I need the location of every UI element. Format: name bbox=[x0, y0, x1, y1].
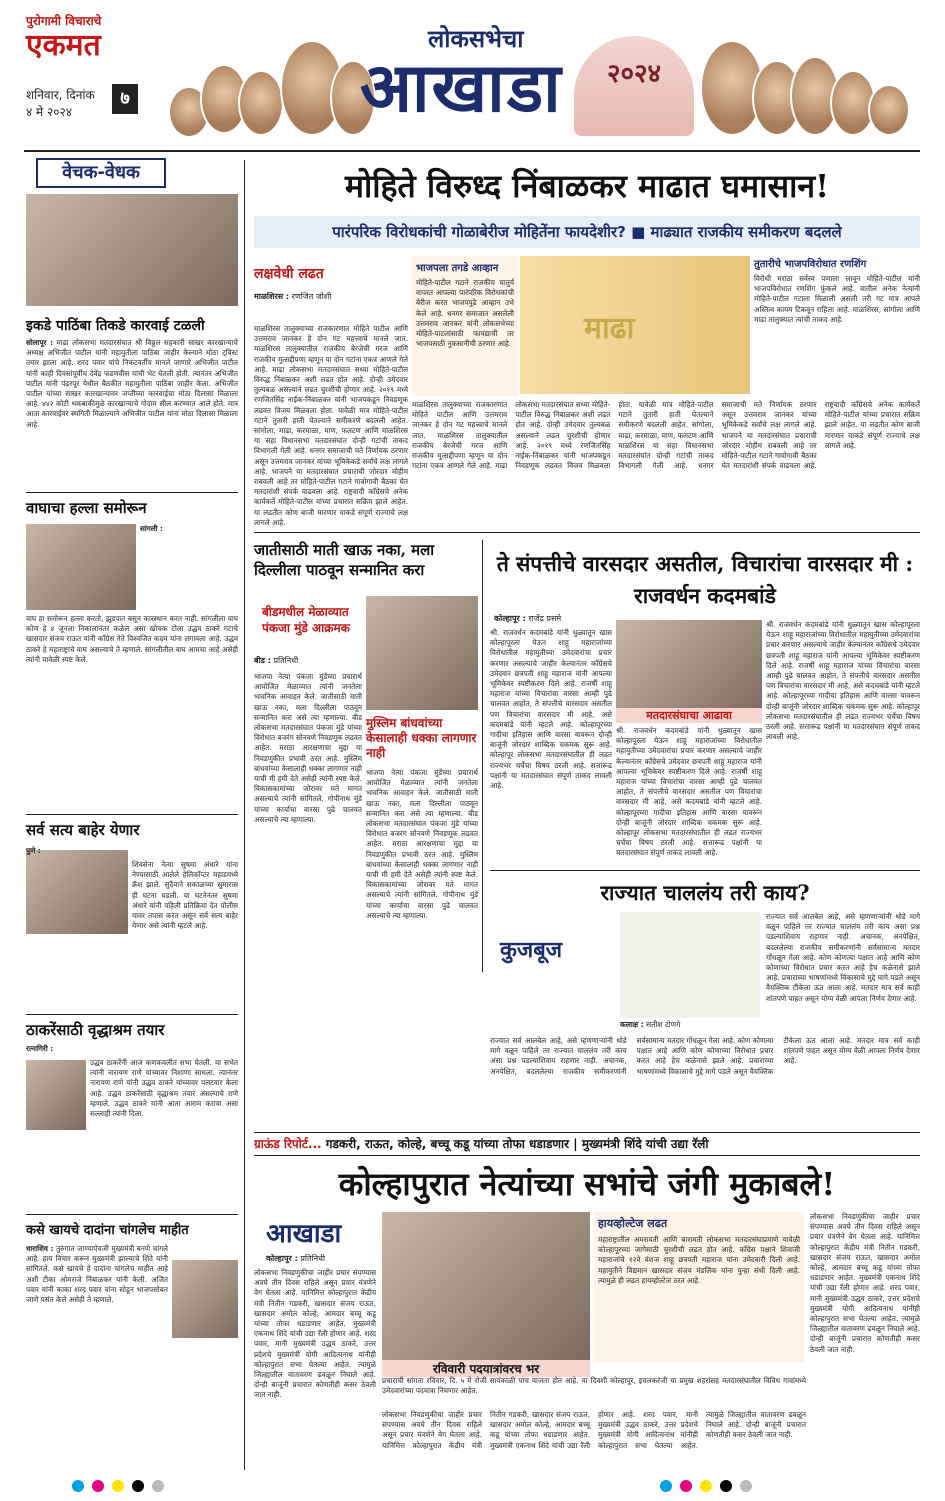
kujbuj-body: राज्यात सर्व आलबेल आहे, असे म्हणणाऱ्यांनी थोडे मागे वळून पाहिले तर राज्यात चाललंय तरी काय असा प्रश्न पडल्याशिवाय राहणार नाही. अचानक, अनपेक्षित, बदललेल्या राजकीय समीकरणांनी सर्वसामान्य मतदार गोंधळून गेला आहे. कोण कोणत्या पक्षात आहे आणि कोण कोणाच्या विरोधात प्रचार करत आहे हेच कळेनासे झाले आहे. प्रचाराच्या भाषणांमध्ये विकासाचे मुद्दे मागे पडले असून वैयक्तिक टीकेला ऊत आला आहे. मतदार मात्र सर्व काही शांतपणे पाहत असून योग्य वेळी आपला निर्णय देणार आहे. bbox=[490, 1036, 920, 1076]
sidebar-story4-body: उद्धव ठाकरेंनी आज कणकवलीत सभा घेतली. या सभेत त्यांनी नारायण राणे यांच्यावर निशाणा साधला. त्यानंतर नारायण राणे यांनी उद्धव ठाकरे यांच्यावर पलटवार केला आहे. उद्धव ठाकरेंसाठी वृद्धाश्रम तयार असल्याचे राणे म्हणाले. उद्धव ठाकरे यांनी आता आराम करावा असा सल्लाही त्यांनी दिला. bbox=[90, 1058, 238, 1119]
lead-box1-title: भाजपला तगडे आव्हान bbox=[416, 263, 499, 274]
lead-box1-body: मोहिते-पाटील गटाने राजकीय चातुर्य वापरत आपल्या पारंपरिक विरोधकांची बेरीज करत भाजपपुढे आव्हान उभे केले आहे. धनगर समाजात असलेली उत्तमराव जानकर यांनी लोकसभेच्या मोहिते-पाटलांसाठी फायद्याची तर भाजपसाठी नुकसानीची ठरणार आहे. bbox=[416, 278, 514, 349]
pankaja-body-col2: भाजपा नेत्या पंकजा मुंडेंच्या प्रचारार्थ आयोजित मेळाव्यात त्यांनी जनतेला भावनिक आवाहन केले. जातीसाठी माती खाऊ नका, मला दिल्लीला पाठवून सन्मानित करा असे त्या म्हणाल्या. बीड लोकसभा मतदारसंघात पंकजा मुंडे यांच्या विरोधात बजरंग सोनवणे निवडणूक लढवत आहेत. मराठा आरक्षणाचा मुद्दा या निवडणुकीत प्रभावी ठरत आहे. मुस्लिम बांधवांच्या केसालाही धक्का लागणार नाही याची मी हमी देते असेही त्यांनी स्पष्ट केले. विकासकामांच्या जोरावर मते मागत असल्याचे त्यांनी सांगितले. गोपीनाथ मुंडे यांच्या कार्याचा वारसा पुढे चालवत असल्याचे त्या म्हणाल्या. bbox=[366, 768, 478, 920]
lead-byline-name: रणजित जोशी bbox=[291, 292, 332, 301]
sidebar-story2-dateline: सांगली : bbox=[140, 524, 163, 533]
lead-subhead: पारंपरिक विरोधकांची गोळाबेरीज मोहितेंना फायदेशीर? ■ माढ्यात राजकीय समीकरण बदलले bbox=[254, 216, 920, 248]
section-pre-title: लोकसभेचा bbox=[428, 24, 524, 53]
parliament-emblem bbox=[574, 36, 694, 136]
pankaja-byline bbox=[254, 656, 362, 668]
page-number: ७ bbox=[112, 84, 138, 114]
kolhapur-caption-body: प्रचाराची सांगता रविवार, दि. ५ मे रोजी सायंकाळी पाच वाजता होत आहे. या दिवशी कोल्हापूर, इचलकरंजी या प्रमुख शहरांसह मतदारसंघातील विविध गावांमध्ये उमेदवारांच्या पदयात्रा निघणार आहेत. bbox=[382, 1376, 806, 1396]
kujbuj-headline: राज्यात चाललंय तरी काय? bbox=[600, 880, 810, 905]
column-divider bbox=[244, 160, 245, 1470]
black-dot bbox=[720, 1480, 732, 1492]
masthead bbox=[0, 0, 945, 150]
sidebar-story5-headline: कसे खायचे दादांना चांगलेच माहीत bbox=[26, 1223, 189, 1238]
kujbuj-logo: कुजबूज bbox=[500, 937, 563, 963]
pankaja-byline-name: प्रतिनिधी bbox=[273, 656, 299, 665]
kolhapur-headline: कोल्हापुरात नेत्यांच्या सभांचे जंगी मुकाबले! bbox=[338, 1165, 836, 1203]
kadam-byline bbox=[494, 614, 612, 626]
kadam-byline-label: कोल्हापूर : bbox=[494, 614, 526, 623]
kolhapur-photo bbox=[382, 1212, 590, 1360]
pankaja-pullquote: मुस्लिम बांधवांच्या केसालाही धक्का लागणार नाही bbox=[366, 716, 477, 760]
cyan-dot bbox=[660, 1480, 672, 1492]
leader-photo-3 bbox=[238, 70, 284, 136]
registration-marks-left bbox=[72, 1480, 292, 1494]
sidebar-story4-dateline: रत्नागिरी : bbox=[26, 1044, 54, 1053]
ground-report-strip: ग्राऊंड रिपोर्ट... गडकरी, राऊत, कोल्हे, बच्चू कडू यांच्या तोफा धडाडणार | मुख्यमंत्री शिंदे यांची उद्या रॅली bbox=[254, 1132, 920, 1156]
kolhapur-box-title: हायव्होल्टेज लढत bbox=[598, 1217, 668, 1230]
divider bbox=[26, 492, 238, 493]
brand-block bbox=[26, 12, 156, 72]
pankaja-body-col1: भाजपा नेत्या पंकजा मुंडेंच्या प्रचारार्थ आयोजित मेळाव्यात त्यांनी जनतेला भावनिक आवाहन केले. जातीसाठी माती खाऊ नका, मला दिल्लीला पाठवून सन्मानित करा असे त्या म्हणाल्या. बीड लोकसभा मतदारसंघात पंकजा मुंडे यांच्या विरोधात बजरंग सोनवणे निवडणूक लढवत आहेत. मराठा आरक्षणाचा मुद्दा या निवडणुकीत प्रभावी ठरत आहे. मुस्लिम बांधवांच्या केसालाही धक्का लागणार नाही याची मी हमी देते असेही त्यांनी स्पष्ट केले. विकासकामांच्या जोरावर मते मागत असल्याचे त्यांनी सांगितले. गोपीनाथ मुंडे यांच्या कार्याचा वारसा पुढे चालवत असल्याचे त्या म्हणाल्या. bbox=[254, 672, 362, 824]
sidebar-story3-dateline-line bbox=[26, 846, 238, 858]
lead-photo bbox=[520, 256, 750, 394]
divider bbox=[26, 1014, 238, 1015]
yellow-dot bbox=[112, 1480, 124, 1492]
ground-report-text-2: मुख्यमंत्री शिंदे यांची उद्या रॅली bbox=[581, 1137, 709, 1151]
kadam-headline: ते संपत्तीचे वारसदार असतील, विचारांचा वारसदार मी : राजवर्धन कदमबांडे bbox=[496, 551, 914, 608]
section-title: आखाडा bbox=[360, 48, 563, 128]
kujbuj-byline-label: कलाक्ष : bbox=[620, 1020, 644, 1029]
sidebar-photo-5 bbox=[172, 1260, 238, 1338]
kujbuj-cartoon bbox=[620, 912, 760, 1018]
kujbuj-body-side: राज्यात सर्व आलबेल आहे, असे म्हणणाऱ्यांनी थोडे मागे वळून पाहिले तर राज्यात चाललंय तरी काय असा प्रश्न पडल्याशिवाय राहणार नाही. अचानक, अनपेक्षित, बदललेल्या राजकीय समीकरणांनी सर्वसामान्य मतदार गोंधळून गेला आहे. कोण कोणत्या पक्षात आहे आणि कोण कोणाच्या विरोधात प्रचार करत आहे हेच कळेनासे झाले आहे. प्रचाराच्या भाषणांमध्ये विकासाचे मुद्दे मागे पडले असून वैयक्तिक टीकेला ऊत आला आहे. मतदार मात्र सर्व काही शांतपणे पाहत असून योग्य वेळी आपला निर्णय देणार आहे. bbox=[766, 912, 920, 1003]
brand-name: एकमत bbox=[26, 28, 101, 63]
magenta-dot bbox=[680, 1480, 692, 1492]
sidebar-story4-headline: ठाकरेंसाठी वृद्धाश्रम तयार bbox=[26, 1021, 165, 1039]
grey-dot bbox=[152, 1480, 164, 1492]
yellow-dot bbox=[700, 1480, 712, 1492]
sidebar-photo-2 bbox=[26, 524, 136, 610]
sidebar-story5-body bbox=[26, 1244, 168, 1464]
lead-box-1 bbox=[412, 256, 518, 396]
sidebar-photo-4 bbox=[26, 1060, 86, 1130]
kolhapur-body-col5: लोकसभा निवडणुकीचा जाहीर प्रचार संपण्यास अवघे तीन दिवस राहिले असून प्रचार यंत्रणेने वेग घेतला आहे. यानिमित्त कोल्हापुरात केंद्रीय मंत्री नितीन गडकरी, खासदार संजय राऊत, खासदार अमोल कोल्हे, आमदार बच्चू कडू यांच्या तोफा धडाडणार आहेत. मुख्यमंत्री एकनाथ शिंदे यांची उद्या रॅली होणार आहे. शरद पवार, मानी मुख्यमंत्री उद्धव ठाकरे, उत्तर प्रदेशचे मुख्यमंत्री योगी आदित्यनाथ यांनीही कोल्हापुरात सभा घेतल्या आहेत. त्यामुळे जिल्ह्यातील वातावरण ढवळून निघाले आहे. दोन्ही बाजूंनी प्रचारात कोणतीही कसर ठेवली जात नाही. bbox=[810, 1212, 920, 1354]
ground-report-label: ग्राऊंड रिपोर्ट... bbox=[254, 1137, 322, 1151]
day-label: शनिवार, दिनांक bbox=[26, 88, 95, 102]
kujbuj-byline bbox=[620, 1020, 760, 1032]
lead-kicker: लक्षवेधी लढत bbox=[254, 266, 324, 282]
lead-photo-label: माढा bbox=[584, 311, 635, 346]
year-label: २०२४ bbox=[606, 59, 662, 89]
registration-marks-right bbox=[660, 1480, 880, 1494]
brand-tagline: पुरोगामी विचाराचे bbox=[26, 14, 102, 28]
ground-report-text: गडकरी, राऊत, कोल्हे, बच्चू कडू यांच्या तोफा धडाडणार bbox=[325, 1137, 570, 1151]
sidebar-photo-1 bbox=[26, 194, 238, 306]
date-value: ४ मे २०२४ bbox=[26, 105, 73, 119]
sidebar-photo-3 bbox=[26, 850, 128, 934]
masthead-rule bbox=[24, 150, 920, 152]
black-dot bbox=[132, 1480, 144, 1492]
sidebar-story2-body: वाघ हा समोरून हल्ला करतो, झुडपात बसून कारस्थान करत नाही. सांगलीला वाघ कोण हे ४ जूनला निकालानंतर कळेल असा खोचक टोला उद्धव ठाकरे गटाचे खासदार संजय राऊत यांनी काँग्रेस नेते विश्वजित कदम यांना लगावला आहे. उद्धव ठाकरे हे महाराष्ट्राचे वाघ असल्याचे ते म्हणाले. सांगलीतील वाघ आमचा आहे असेही त्यांनी यावेळी स्पष्ट केले. bbox=[26, 614, 238, 664]
pankaja-byline-label: बीड : bbox=[254, 656, 271, 665]
pankaja-kicker: बीडमधील मेळाव्यात पंकजा मुंडे आक्रमक bbox=[262, 605, 350, 635]
kujbuj-byline-name: सतीश टोणगे bbox=[646, 1020, 681, 1029]
kolhapur-logo: आखाडा bbox=[266, 1219, 342, 1249]
sidebar-story1-body bbox=[26, 338, 238, 486]
leader-photo-10 bbox=[868, 84, 910, 136]
lead-headline: मोहिते विरुध्द निंबाळकर माढात घमासान! bbox=[344, 167, 830, 205]
sidebar-story2-body-a bbox=[140, 524, 238, 610]
kolhapur-box bbox=[594, 1212, 804, 1362]
kadam-body-col1: श्री. राजवर्धन कदमबांडे यांनी धुळ्यातून खास कोल्हापूरला येऊन शाहू महाराजांच्या विरोधातील महायुतीच्या उमेदवारांचा प्रचार करणार असल्याचे जाहीर केल्यानंतर काँग्रेसचे उमेदवार छत्रपती शाहू महाराज यांनी आपल्या भूमिकेवर स्पष्टीकरण दिले आहे. राजर्षी शाहू महाराज यांच्या विचारांचा वारसा आम्ही पुढे चालवत आहोत, ते संपत्तीचे वारसदार असतील पण विचारांचा वारसदार मी आहे, असे कदमबांडे यांनी म्हटले आहे. कोल्हापूरच्या गादीचा इतिहास आणि वारसा यावरून दोन्ही बाजूंनी जोरदार शाब्दिक चकमक सुरू आहे. कोल्हापूर लोकसभा मतदारसंघातील ही लढत राज्यभर चर्चेचा विषय ठरली आहे. सत्तारूढ पक्षांनी या मतदारसंघात संपूर्ण ताकद लावली आहे. bbox=[490, 628, 612, 791]
sidebar-story3-dateline: पुणे : bbox=[26, 846, 41, 855]
kolhapur-caption: रविवारी पदयात्रांवरच भर bbox=[382, 1360, 590, 1377]
lead-byline-label: माळशिरस : bbox=[254, 292, 290, 301]
sidebar-title: वेचक-वेधक bbox=[36, 158, 166, 188]
sidebar-story5-text: तुरुंगात जाण्याऐवजी मुख्यमंत्री बनणे चांगले आहे. हाय विचार करून मुख्यमंत्री झाल्याचे शिंदे यांनी सांगितले. कसे खायचे हे दादांना चांगलेच माहीत आहे अशी टीका ओमराजे निंबाळकर यांनी केली. अजित पवार यांनी काका शरद पवार यांना सोडून भाजपसोबत जाणे पसंत केले असेही ते म्हणाले. bbox=[26, 1244, 168, 1305]
kadam-body-col3: श्री. राजवर्धन कदमबांडे यांनी धुळ्यातून खास कोल्हापूरला येऊन शाहू महाराजांच्या विरोधातील महायुतीच्या उमेदवारांचा प्रचार करणार असल्याचे जाहीर केल्यानंतर काँग्रेसचे उमेदवार छत्रपती शाहू महाराज यांनी आपल्या भूमिकेवर स्पष्टीकरण दिले आहे. राजर्षी शाहू महाराज यांच्या विचारांचा वारसा आम्ही पुढे चालवत आहोत, ते संपत्तीचे वारसदार असतील पण विचारांचा वारसदार मी आहे, असे कदमबांडे यांनी म्हटले आहे. कोल्हापूरच्या गादीचा इतिहास आणि वारसा यावरून दोन्ही बाजूंनी जोरदार शाब्दिक चकमक सुरू आहे. कोल्हापूर लोकसभा मतदारसंघातील ही लढत राज्यभर चर्चेचा विषय ठरली आहे. सत्तारूढ पक्षांनी या मतदारसंघात संपूर्ण ताकद लावली आहे. bbox=[766, 620, 920, 742]
lead-box2-body: विरोधी मराठा सर्वस्व पणाला लावून मोहिते-पाटील यांनी भाजपविरोधात रणशिंग फुंकले आहे. वातील अनेक नेत्यांनी मोहिते-पाटील गटाला मिळाली असली तरी गट मात्र आपले अस्तित्व कायम टिकवून राहिला आहे. माळशिरस, सांगोला आणि माढा तालुक्यात त्यांची ताकद आहे. bbox=[754, 274, 920, 324]
column-divider bbox=[482, 540, 483, 972]
divider bbox=[254, 532, 920, 533]
kolhapur-box-body: महाराष्ट्रातील अमरावती आणि बारामती लोकसभा मतदारसंघाप्रमाणे यावेळी कोल्हापूरच्या जागेसाठी चुरशीची लढत होत आहे. काँग्रेस पक्षाने शिवाजी महाराजांचे १२वे वंशज शाहू छत्रपती महाराज यांना उमेदवारी दिली आहे. महायुतीने विद्यमान खासदार संजय मंडलिक यांना पुन्हा संधी दिली आहे. त्यामुळे ही लढत हायव्होल्टेज ठरत आहे. bbox=[598, 1235, 800, 1285]
lead-body-col1: माळशिरस तालुक्याच्या राजकारणात मोहिते पाटील आणि उत्तमराव जानकर हे दोन गट महत्त्वाचे मानले जात. माळशिरस तालुक्यातील राजकीय बेरजेची गरज आणि राजकीय मुत्सद्दीपणा म्हणून या दोन गटांना एकत्र आणले गेले आहे. माढा लोकसभा मतदारसंघात सध्या मोहिते-पाटील विरुद्ध निंबाळकर अशी लढत होत आहे. दोन्ही उमेदवार तुल्यबळ असल्याने लढत चुरशीची होणार आहे. २०१९ मध्ये रणजितसिंह नाईक-निंबाळकर यांनी भाजपकडून निवडणूक लढवत विजय मिळवला होता. यावेळी मात्र मोहिते-पाटील गटाने तुतारी हाती घेतल्याने समीकरणे बदलली आहेत. सांगोला, माढा, करमाळा, माण, फलटण आणि माळशिरस या सहा विधानसभा मतदारसंघांत दोन्ही गटांची ताकद विभागली गेली आहे. धनगर समाजाची मते निर्णायक ठरणार असून उत्तमराव जानकर यांच्या भूमिकेकडे सर्वांचे लक्ष लागले आहे. भाजपने या मतदारसंघात प्रचाराची जोरदार मोहीम राबवली आहे तर मोहिते-पाटील गटाने गावोगावी बैठका घेत मतदारांशी संपर्क वाढवला आहे. राष्ट्रवादी काँग्रेसचे अनेक कार्यकर्ते मोहिते-पाटील यांच्या प्रचारात सक्रिय झाले आहेत. या लढतीत कोण बाजी मारणार याकडे संपूर्ण राज्याचे लक्ष लागले आहे. bbox=[254, 324, 408, 527]
kolhapur-body-col1: लोकसभा निवडणुकीचा जाहीर प्रचार संपण्यास अवघे तीन दिवस राहिले असून प्रचार यंत्रणेने वेग घेतला आहे. यानिमित्त कोल्हापुरात केंद्रीय मंत्री नितीन गडकरी, खासदार संजय राऊत, खासदार अमोल कोल्हे, आमदार बच्चू कडू यांच्या तोफा धडाडणार आहेत. मुख्यमंत्री एकनाथ शिंदे यांची उद्या रॅली होणार आहे. शरद पवार, मानी मुख्यमंत्री उद्धव ठाकरे, उत्तर प्रदेशचे मुख्यमंत्री योगी आदित्यनाथ यांनीही कोल्हापुरात सभा घेतल्या आहेत. त्यामुळे जिल्ह्यातील वातावरण ढवळून निघाले आहे. दोन्ही बाजूंनी प्रचारात कोणतीही कसर ठेवली जात नाही. bbox=[254, 1268, 376, 1400]
magenta-dot bbox=[92, 1480, 104, 1492]
sidebar-story1-text: माढा लोकसभा मतदारसंघात श्री विठ्ठल सहकारी साखर कारखान्याचे अध्यक्ष अभिजीत पाटील यांनी महायुतीला पाठिंबा जाहीर केल्याने मोठा ट्विस्ट तयार झाला आहे. शरद पवार यांचे निकटवर्तीय मानले जाणारे अभिजीत पाटील यांनी काही दिवसांपूर्वीच देवेंद्र फडणवीस यांची भेट घेतली होती. त्यानंतर अभिजीत पाटील यांनी पंढरपूर येथील बैठकीत महायुतीला पाठिंबा जाहीर केला. अभिजीत पाटील यांच्या साखर कारखान्यावर जप्तीच्या कारवाईचा मोठा दिलासा मिळाला आहे. ४४२ कोटी थकबाकीमुळे कारखान्याचे गोदाम सील करण्यात आले होते. मात्र आता कारवाईवर स्थगिती मिळाल्याने अभिजीत पाटील यांना मोठा दिलासा मिळाला आहे. bbox=[26, 338, 238, 429]
divider bbox=[26, 814, 238, 815]
sidebar-story3-body bbox=[26, 940, 238, 1008]
lead-box-2 bbox=[754, 256, 920, 396]
pankaja-headline: जातीसाठी माती खाऊ नका, मला दिल्लीला पाठवून सन्मानित करा bbox=[254, 541, 435, 579]
kadam-byline-name: राजेंद्र प्रसमे bbox=[528, 614, 562, 623]
divider bbox=[26, 1214, 238, 1215]
kolhapur-body-bottom: लोकसभा निवडणुकीचा जाहीर प्रचार संपण्यास अवघे तीन दिवस राहिले असून प्रचार यंत्रणेने वेग घेतला आहे. यानिमित्त कोल्हापुरात केंद्रीय मंत्री नितीन गडकरी, खासदार संजय राऊत, खासदार अमोल कोल्हे, आमदार बच्चू कडू यांच्या तोफा धडाडणार आहेत. मुख्यमंत्री एकनाथ शिंदे यांची उद्या रॅली होणार आहे. शरद पवार, मानी मुख्यमंत्री उद्धव ठाकरे, उत्तर प्रदेशचे मुख्यमंत्री योगी आदित्यनाथ यांनीही कोल्हापुरात सभा घेतल्या आहेत. त्यामुळे जिल्ह्यातील वातावरण ढवळून निघाले आहे. दोन्ही बाजूंनी प्रचारात कोणतीही कसर ठेवली जात नाही. bbox=[382, 1410, 806, 1450]
lead-byline bbox=[254, 292, 354, 306]
sidebar-story4-dateline-line bbox=[26, 1044, 238, 1056]
cyan-dot bbox=[72, 1480, 84, 1492]
lead-body-col2: माळशिरस तालुक्याच्या राजकारणात मोहिते पाटील आणि उत्तमराव जानकर हे दोन गट महत्त्वाचे मानले जात. माळशिरस तालुक्यातील राजकीय बेरजेची गरज आणि राजकीय मुत्सद्दीपणा म्हणून या दोन गटांना एकत्र आणले गेले आहे. माढा लोकसभा मतदारसंघात सध्या मोहिते-पाटील विरुद्ध निंबाळकर अशी लढत होत आहे. दोन्ही उमेदवार तुल्यबळ असल्याने लढत चुरशीची होणार आहे. २०१९ मध्ये रणजितसिंह नाईक-निंबाळकर यांनी भाजपकडून निवडणूक लढवत विजय मिळवला होता. यावेळी मात्र मोहिते-पाटील गटाने तुतारी हाती घेतल्याने समीकरणे बदलली आहेत. सांगोला, माढा, करमाळा, माण, फलटण आणि माळशिरस या सहा विधानसभा मतदारसंघांत दोन्ही गटांची ताकद विभागली गेली आहे. धनगर समाजाची मते निर्णायक ठरणार असून उत्तमराव जानकर यांच्या भूमिकेकडे सर्वांचे लक्ष लागले आहे. भाजपने या मतदारसंघात प्रचाराची जोरदार मोहीम राबवली आहे तर मोहिते-पाटील गटाने गावोगावी बैठका घेत मतदारांशी संपर्क वाढवला आहे. राष्ट्रवादी काँग्रेसचे अनेक कार्यकर्ते मोहिते-पाटील यांच्या प्रचारात सक्रिय झाले आहेत. या लढतीत कोण बाजी मारणार याकडे संपूर्ण राज्याचे लक्ष लागले आहे. bbox=[412, 400, 920, 471]
sidebar-story5-dateline: धाराशिव : bbox=[26, 1244, 54, 1253]
kolhapur-byline-name: प्रतिनिधी bbox=[300, 1254, 326, 1263]
kadam-body-col2: श्री. राजवर्धन कदमबांडे यांनी धुळ्यातून खास कोल्हापूरला येऊन शाहू महाराजांच्या विरोधातील महायुतीच्या उमेदवारांचा प्रचार करणार असल्याचे जाहीर केल्यानंतर काँग्रेसचे उमेदवार छत्रपती शाहू महाराज यांनी आपल्या भूमिकेवर स्पष्टीकरण दिले आहे. राजर्षी शाहू महाराज यांच्या विचारांचा वारसा आम्ही पुढे चालवत आहोत, ते संपत्तीचे वारसदार असतील पण विचारांचा वारसदार मी आहे, असे कदमबांडे यांनी म्हटले आहे. कोल्हापूरच्या गादीचा इतिहास आणि वारसा यावरून दोन्ही बाजूंनी जोरदार शाब्दिक चकमक सुरू आहे. कोल्हापूर लोकसभा मतदारसंघातील ही लढत राज्यभर चर्चेचा विषय ठरली आहे. सत्तारूढ पक्षांनी या मतदारसंघात संपूर्ण ताकद लावली आहे. bbox=[616, 726, 762, 858]
sidebar-story1-headline: इकडे पाठिंबा तिकडे कारवाई टळली bbox=[26, 318, 205, 334]
sidebar-story3-body-a: शिवसेना नेत्या सुषमा अंधारे यांना नेण्यासाठी आलेले हेलिकॉप्टर महाडमध्ये क्रॅश झाले. सुदैवाने सकाळच्या सुमारास ही घटना घडली. या घटनेनंतर सुषमा अंधारे यांनी पहिली प्रतिक्रिया देत पोलीस यावर तपास करत असून सर्व सत्य बाहेर येणार असे त्यांनी म्हटले आहे. bbox=[132, 860, 238, 931]
lead-box2-title: तुतारीचे भाजपविरोधात रणशिंग bbox=[754, 259, 867, 270]
kolhapur-byline bbox=[266, 1254, 376, 1266]
kolhapur-byline-label: कोल्हापूर : bbox=[266, 1254, 298, 1263]
sidebar-story3-headline: सर्व सत्य बाहेर येणार bbox=[26, 821, 140, 839]
kadam-photo bbox=[616, 620, 762, 716]
grey-dot bbox=[740, 1480, 752, 1492]
kadam-kicker: मतदारसंघाचा आढावा bbox=[616, 708, 762, 723]
sidebar-story1-dateline: सोलापूर : bbox=[26, 338, 54, 347]
divider bbox=[490, 870, 920, 871]
sidebar-story2-headline: वाघाचा हल्ला समोरून bbox=[26, 499, 147, 517]
pankaja-photo bbox=[366, 596, 478, 710]
